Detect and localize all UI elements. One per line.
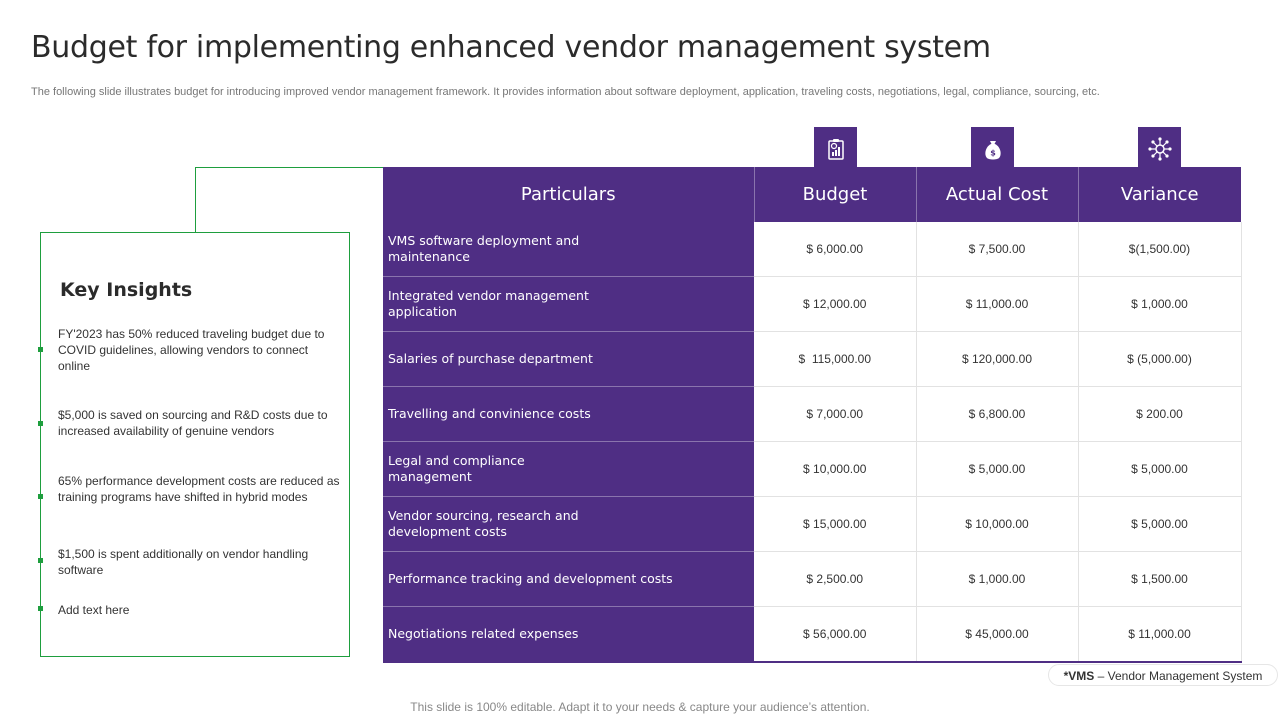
column-header-actual-cost: Actual Cost [916, 167, 1078, 222]
footnote [1048, 664, 1278, 686]
connector-line-vertical [195, 167, 196, 233]
variance-cell: $ 5,000.00 [1078, 442, 1241, 497]
particular-cell [383, 387, 754, 442]
variance-cell: $(1,500.00) [1078, 222, 1241, 277]
key-insights-panel [40, 232, 350, 657]
variance-cell: $ 5,000.00 [1078, 497, 1241, 552]
bullet-marker [38, 421, 43, 426]
budget-cell: $ 56,000.00 [754, 607, 916, 663]
budget-cell: $ 12,000.00 [754, 277, 916, 332]
table-row [383, 442, 1241, 497]
connector-line-horizontal [195, 167, 383, 168]
budget-cell: $ 15,000.00 [754, 497, 916, 552]
budget-cell: $ 6,000.00 [754, 222, 916, 277]
bullet-marker [38, 606, 43, 611]
column-header-budget: Budget [754, 167, 916, 222]
budget-table [383, 167, 1242, 663]
insight-item [58, 546, 342, 578]
network-hub-icon [1138, 127, 1181, 170]
particular-text: Travelling and convinience costs [388, 406, 591, 421]
table-header-row [383, 167, 1241, 222]
table-row [383, 387, 1241, 442]
variance-cell: $ 1,500.00 [1078, 552, 1241, 607]
actual-cost-cell: $ 5,000.00 [916, 442, 1078, 497]
particular-cell [383, 332, 754, 387]
chart-report-icon [814, 127, 857, 170]
insight-text: Add text here [58, 603, 130, 617]
budget-cell: $ 7,000.00 [754, 387, 916, 442]
insight-item [58, 602, 342, 618]
actual-cost-cell: $ 7,500.00 [916, 222, 1078, 277]
particular-cell [383, 607, 754, 663]
insight-item [58, 473, 342, 505]
actual-cost-cell: $ 6,800.00 [916, 387, 1078, 442]
actual-cost-cell: $ 10,000.00 [916, 497, 1078, 552]
insight-text: 65% performance development costs are reduced as training programs have shifted in hybrid modes [58, 474, 340, 504]
variance-cell: $ 11,000.00 [1078, 607, 1241, 663]
footer-note: This slide is 100% editable. Adapt it to your needs & capture your audience’s attention. [410, 700, 870, 714]
bullet-marker [38, 347, 43, 352]
table-row [383, 222, 1241, 277]
particular-text: Salaries of purchase department [388, 351, 593, 366]
column-header-variance: Variance [1078, 167, 1241, 222]
particular-text: Performance tracking and development costs [388, 571, 673, 586]
insight-item [58, 407, 342, 439]
particular-text: Legal and compliance management [388, 453, 525, 484]
particular-text: Negotiations related expenses [388, 626, 579, 641]
variance-cell: $ 1,000.00 [1078, 277, 1241, 332]
bullet-marker [38, 558, 43, 563]
column-header-particulars: Particulars [383, 167, 754, 222]
svg-text:$: $ [989, 148, 996, 157]
particular-cell [383, 552, 754, 607]
particular-text: Vendor sourcing, research and development costs [388, 508, 579, 539]
footnote-abbreviation: *VMS [1063, 669, 1095, 683]
particular-cell [383, 497, 754, 552]
insight-text: $5,000 is saved on sourcing and R&D costs due to increased availability of genuine vendors [58, 408, 328, 438]
actual-cost-cell: $ 1,000.00 [916, 552, 1078, 607]
actual-cost-cell: $ 120,000.00 [916, 332, 1078, 387]
insight-text: $1,500 is spent additionally on vendor handling software [58, 547, 309, 577]
table-row [383, 497, 1241, 552]
slide-subtitle: The following slide illustrates budget for introducing improved vendor management framework. It provides information about software deployment, application, traveling costs, negotiations, legal, compliance, sourcing, etc. [31, 86, 1100, 98]
insight-item [58, 326, 342, 374]
table-row [383, 277, 1241, 332]
table-row [383, 607, 1241, 663]
bullet-marker [38, 494, 43, 499]
budget-cell: $ 10,000.00 [754, 442, 916, 497]
actual-cost-cell: $ 11,000.00 [916, 277, 1078, 332]
particular-text: VMS software deployment and maintenance [388, 233, 580, 264]
budget-cell: $ 115,000.00 [754, 332, 916, 387]
slide-title: Budget for implementing enhanced vendor management system [31, 30, 991, 65]
particular-text: Integrated vendor management application [388, 288, 589, 319]
particular-cell [383, 442, 754, 497]
footnote-text: – Vendor Management System [1094, 669, 1263, 683]
table-row [383, 552, 1241, 607]
particular-cell [383, 222, 754, 277]
variance-cell: $ 200.00 [1078, 387, 1241, 442]
budget-cell: $ 2,500.00 [754, 552, 916, 607]
key-insights-heading: Key Insights [60, 279, 193, 301]
table-row [383, 332, 1241, 387]
actual-cost-cell: $ 45,000.00 [916, 607, 1078, 663]
particular-cell [383, 277, 754, 332]
variance-cell: $ (5,000.00) [1078, 332, 1241, 387]
money-bag-icon [971, 127, 1014, 170]
insight-text: FY'2023 has 50% reduced traveling budget due to COVID guidelines, allowing vendors to connect online [58, 327, 325, 373]
